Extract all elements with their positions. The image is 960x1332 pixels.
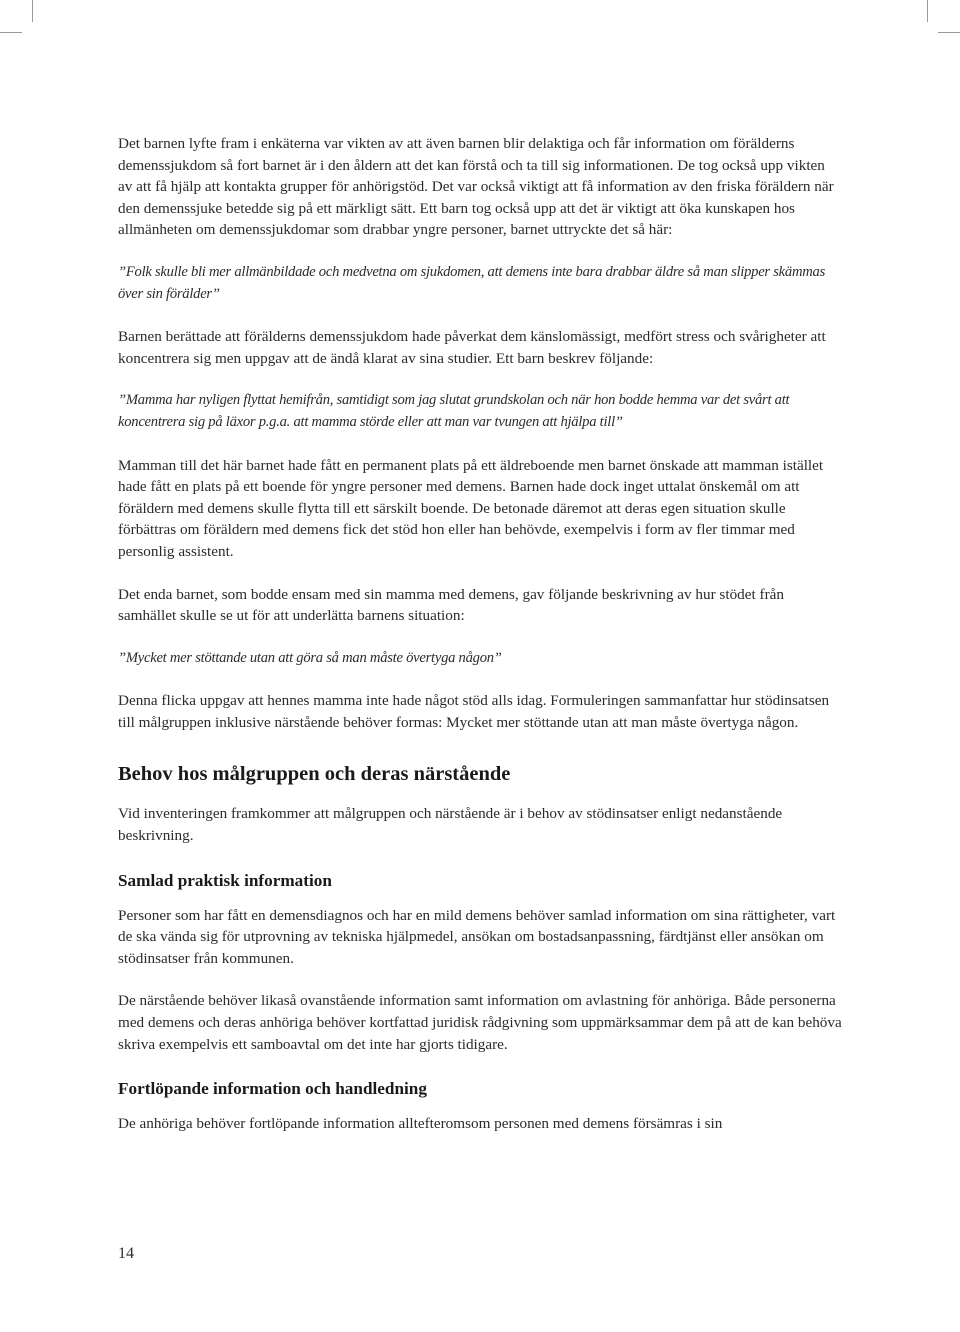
subsection-heading: Samlad praktisk information xyxy=(118,870,332,890)
quote: ”Mamma har nyligen flyttat hemifrån, samtidigt som jag slutat grundskolan och när hon bodde hemma var det svårt att koncentrera sig på läxor p.g.a. att mamma störde eller att man var tvungen att hjälpa till” xyxy=(118,392,790,430)
paragraph: Det enda barnet, som bodde ensam med sin mamma med demens, gav följande beskrivning av hur stödet från samhället skulle se ut för att underlätta barnens situation: xyxy=(118,585,784,625)
quote: ”Mycket mer stöttande utan att göra så man måste övertyga någon” xyxy=(118,649,502,666)
paragraph: Denna flicka uppgav att hennes mamma inte hade något stöd alls idag. Formuleringen sammanfattar hur stödinsatsen till målgruppen inklusive närstående behöver formas: Mycket mer stöttande utan att man måste övertyga någon. xyxy=(118,692,830,731)
quote: ”Folk skulle bli mer allmänbildade och medvetna om sjukdomen, att demens inte bara drabbar äldre så man slipper skämmas över sin förälder” xyxy=(118,263,826,302)
page-body xyxy=(118,133,842,1135)
paragraph: Barnen berättade att förälderns demenssjukdom hade påverkat dem känslomässigt, medfört stress och svårigheter att koncentrera sig men uppgav att de ändå klarat av sina studier. Ett barn beskrev följande: xyxy=(118,328,826,367)
page-number: 14 xyxy=(118,1245,134,1262)
section-heading: Behov hos målgruppen och deras närstående xyxy=(118,763,511,786)
paragraph: De anhöriga behöver fortlöpande information alltefteromsom personen med demens försämras i sin xyxy=(118,1115,723,1133)
paragraph: Mamman till det här barnet hade fått en permanent plats på ett äldreboende men barnet önskade att mamman istället hade fått en plats på ett boende för yngre personer med demens. Barnen hade dock inget uttalat önskemål om att föräldern med demens skulle flytta till ett särskilt boende. De betonade däremot att deras egen situation skulle förbättras om föräldern med demens fick det stöd hon eller han behövde, exempelvis i form av fler timmar med personlig assistent. xyxy=(118,456,824,560)
subsection-heading: Fortlöpande information och handledning xyxy=(118,1079,427,1099)
crop-mark xyxy=(32,0,33,22)
crop-mark xyxy=(927,0,928,22)
paragraph: Det barnen lyfte fram i enkäterna var vikten av att även barnen blir delaktiga och får information om förälderns demenssjukdom så fort barnet är i den åldern att det kan förstå och ta till sig informationen. De tog också upp vikten av att få hjälp att kontakta grupper för anhörigstöd. Det var också viktigt att få information av den friska föräldern när den demenssjuke betedde sig på ett märkligt sätt. Ett barn tog också upp att det är viktigt att öka kunskapen hos allmänheten om demenssjukdomar som drabbar yngre personer, barnet uttryckte det så här: xyxy=(118,135,834,239)
paragraph: De närstående behöver likaså ovanstående information samt information om avlastning för anhöriga. Både personerna med demens och deras anhöriga behöver kortfattad juridisk rådgivning som uppmärksammar dem på att de kan behöva skriva exempelvis ett samboavtal om det inte har gjorts tidigare. xyxy=(118,992,842,1053)
paragraph: Vid inventeringen framkommer att målgruppen och närstående är i behov av stödinsatser enligt nedanstående beskrivning. xyxy=(118,805,783,845)
crop-mark xyxy=(938,32,960,33)
crop-mark xyxy=(0,32,22,33)
paragraph: Personer som har fått en demensdiagnos och har en mild demens behöver samlad information om sina rättigheter, vart de ska vända sig för utprovning av tekniska hjälpmedel, ansökan om bostadsanpassning, färdtjänst eller ansökan om stödinsatser från kommunen. xyxy=(118,906,836,967)
